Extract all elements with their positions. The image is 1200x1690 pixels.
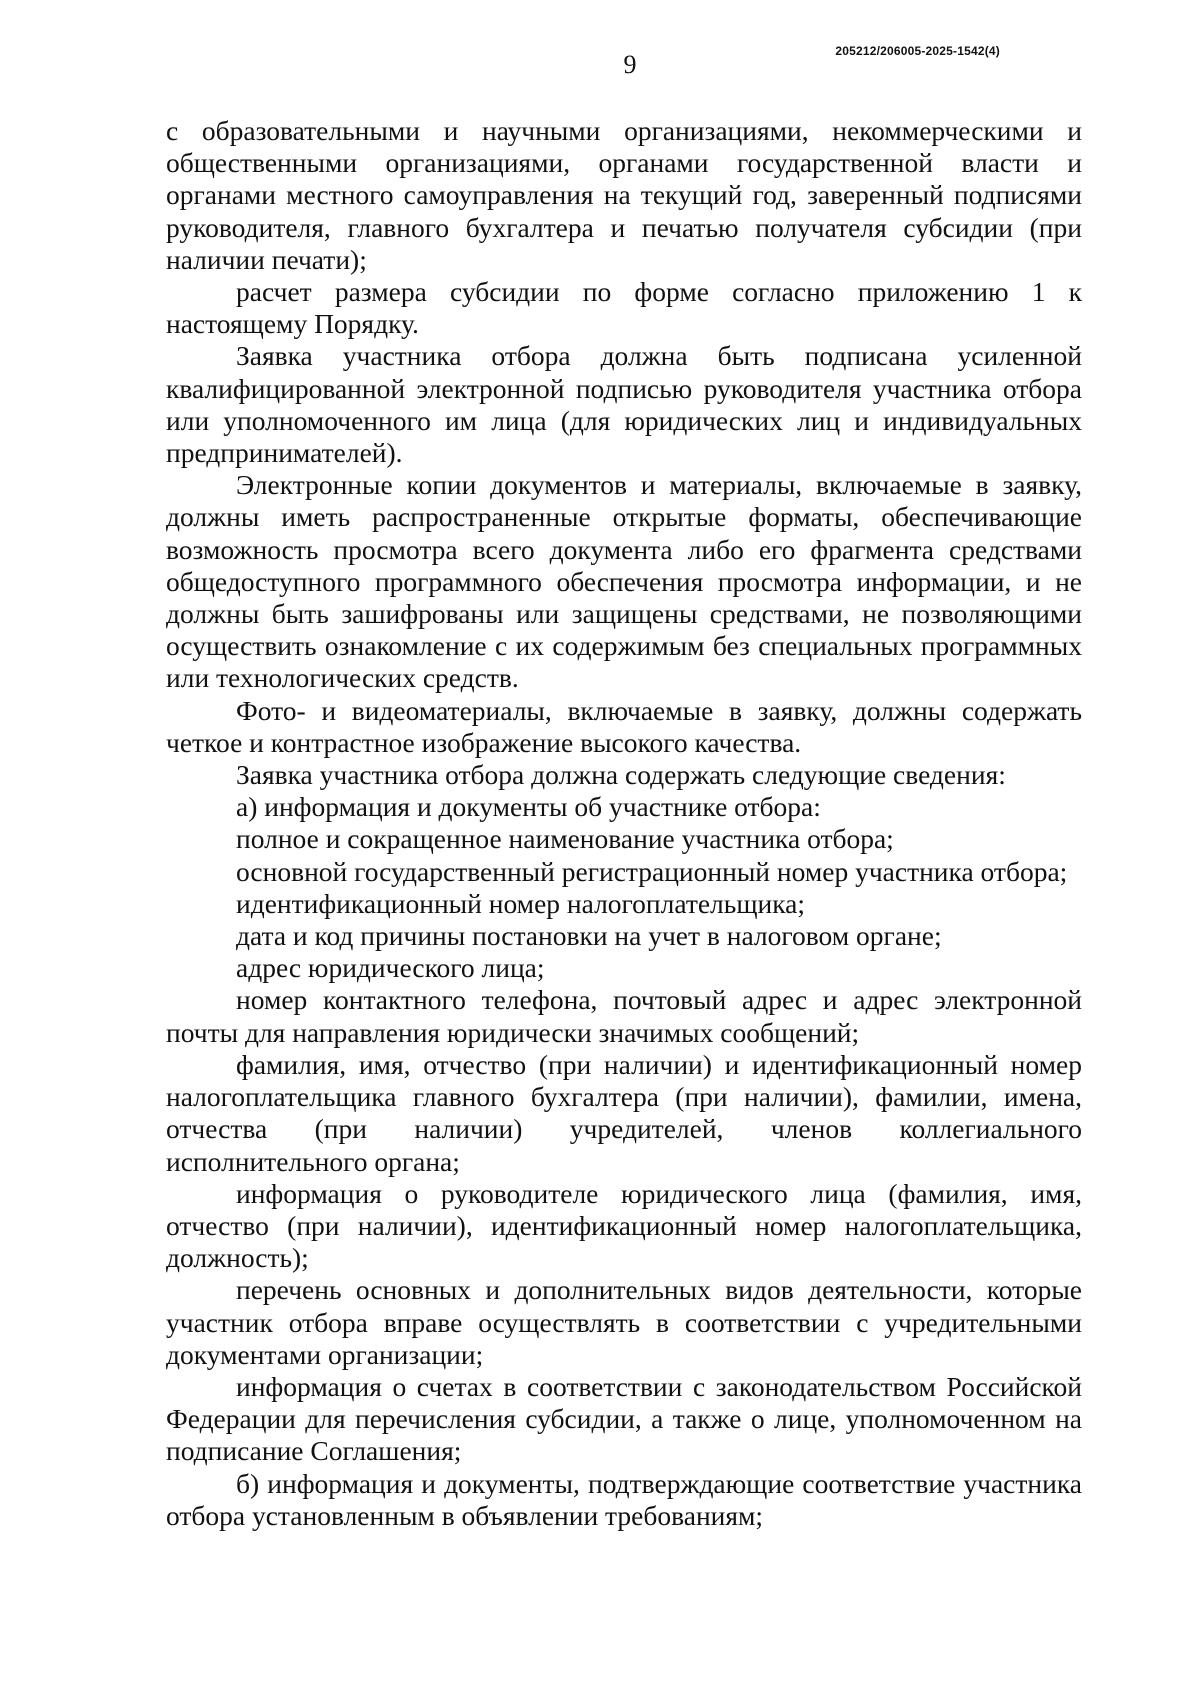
- list-item: перечень основных и дополнительных видов деятельности, которые участник отбора вправе осуществлять в соответствии с учредительными документами организации;: [166, 1274, 1082, 1370]
- list-item: информация о руководителе юридического лица (фамилия, имя, отчество (при наличии), идентификационный номер налогоплательщика, должность);: [166, 1177, 1082, 1274]
- paragraph: Фото- и видеоматериалы, включаемые в заявку, должны содержать четкое и контрастное изображение высокого качества.: [166, 694, 1082, 758]
- paragraph: расчет размера субсидии по форме согласно приложению 1 к настоящему Порядку.: [166, 276, 1082, 340]
- document-body: [166, 115, 1082, 1532]
- list-item: фамилия, имя, отчество (при наличии) и идентификационный номер налогоплательщика главного бухгалтера (при наличии), фамилии, имена, отчества (при наличии) учредителей, членов коллегиального исполнительного органа;: [166, 1048, 1082, 1177]
- paragraph: Электронные копии документов и материалы, включаемые в заявку, должны иметь распространенные открытые форматы, обеспечивающие возможность просмотра всего документа либо его фрагмента средствами общедоступного программного обеспечения просмотра информации, и не должны быть зашифрованы или защищены средствами, не позволяющими осуществить ознакомление с их содержимым без специальных программных или технологических средств.: [166, 469, 1082, 694]
- list-item: основной государственный регистрационный номер участника отбора;: [236, 855, 1068, 887]
- list-item: а) информация и документы об участнике отбора:: [236, 791, 821, 823]
- list-item: дата и код причины постановки на учет в налоговом органе;: [236, 920, 942, 952]
- list-item: полное и сокращенное наименование участника отбора;: [236, 823, 894, 855]
- paragraph: с образовательными и научными организациями, некоммерческими и общественными организациями, органами государственной власти и органами местного самоуправления на текущий год, заверенный подписями руководителя, главного бухгалтера и печатью получателя субсидии (при наличии печати);: [166, 115, 1082, 275]
- list-item: б) информация и документы, подтверждающие соответствие участника отбора установленным в объявлении требованиям;: [166, 1467, 1082, 1531]
- list-item: идентификационный номер налогоплательщика;: [236, 887, 806, 919]
- list-item: адрес юридического лица;: [236, 952, 545, 984]
- list-item: информация о счетах в соответствии с законодательством Российской Федерации для перечисления субсидии, а также о лице, уполномоченном на подписание Соглашения;: [166, 1370, 1082, 1467]
- paragraph: Заявка участника отбора должна быть подписана усиленной квалифицированной электронной подписью руководителя участника отбора или уполномоченного им лица (для юридических лиц и индивидуальных предпринимателей).: [166, 340, 1082, 469]
- paragraph: Заявка участника отбора должна содержать следующие сведения:: [236, 759, 1006, 791]
- page-number: 9: [623, 50, 637, 79]
- document-registration-code: 205212/206005-2025-1542(4): [835, 44, 1000, 58]
- list-item: номер контактного телефона, почтовый адрес и адрес электронной почты для направления юридически значимых сообщений;: [166, 984, 1082, 1048]
